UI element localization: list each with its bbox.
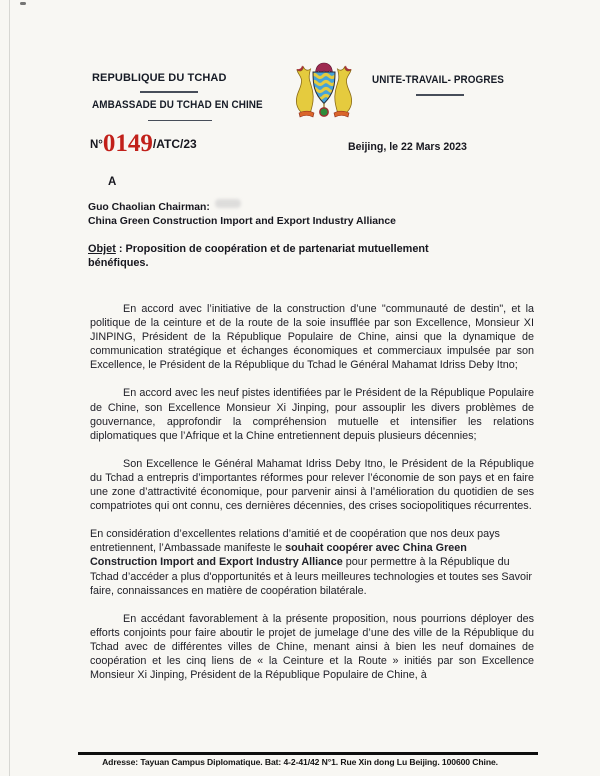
letter-body xyxy=(90,302,534,696)
salutation-letter: A xyxy=(108,176,117,188)
scan-speck xyxy=(20,2,26,5)
paragraph: En accédant favorablement à la présente proposition, nous pourrions déployer des efforts conjoints pour faire aboutir le projet de jumelage d’une des ville de la République du Tchad avec de différentes villes de Chine, menant ainsi à bien les neuf domaines de coopération et les cinq liens de « la Ceinture et la Route » initiés par son Excellence Monsieur Xi Jinping, Président de la République Populaire de Chine, à xyxy=(90,612,534,682)
reference-suffix: /ATC/23 xyxy=(152,137,197,151)
letterhead-motto xyxy=(372,74,542,96)
paragraph: En accord avec l’initiative de la construction d’une "communauté de destin", et la politique de la ceinture et de la route de la soie insufflée par son Excellence, Monsieur XI JINPING, Président de la République Populaire de Chine, ainsi que la dynamique de communication stratégique et échanges économiques et commerciaux impulsée par son Excellence, le Président de la République du Tchad le Général Mahamat Idriss Deby Itno; xyxy=(90,303,534,372)
letterhead-left xyxy=(92,72,292,121)
scan-edge-line xyxy=(9,0,10,776)
paragraph: Son Excellence le Général Mahamat Idriss Deby Itno, le Président de la République du Tchad a entrepris d’importantes réformes pour relever l’économie de son pays et en faire une zone d’attractivité économique, pour parvenir ainsi à l’amélioration du quotidien de ses compatriotes qui ont connu, ces dernières décennies, des crises sociopolitiques récurrentes. xyxy=(90,457,534,513)
subject-label: Objet xyxy=(88,243,116,255)
paragraph: En considération d’excellentes relations d’amitié et de coopération que nos deux pays entretiennent, l’Ambassade manifeste le souhait coopérer avec China Green Construction Import and Export Industry Alliance pour permettre à la République du Tchad d’accéder a plus d'opportunités et à leurs meilleures technologies et toutes ses Savoir faire, connaissances en matière de coopération bilatérale. xyxy=(90,528,532,597)
republic-title: REPUBLIQUE DU TCHAD xyxy=(92,72,227,84)
reference-digits: 0149 xyxy=(102,130,153,157)
chad-coat-of-arms-icon xyxy=(286,60,362,124)
paragraph: En accord avec les neuf pistes identifiées par le Président de la République Populaire de Chine, son Excellence Monsieur Xi Jinping, pour assouplir les divers problèmes de gouvernance, approfondir la compréhension mutuelle et intensifier les relations diplomatiques que l’Afrique et la Chine entretiennent depuis plusieurs décennies; xyxy=(90,387,534,442)
footer-address: Adresse: Tayuan Campus Diplomatique. Bat: 4-2-41/42 N°1. Rue Xin dong Lu Beijing. 100600 Chine. xyxy=(102,757,498,767)
footer-rule xyxy=(78,752,538,755)
embassy-title: AMBASSADE DU TCHAD EN CHINE xyxy=(92,98,263,111)
motto-text: UNITE-TRAVAIL- PROGRES xyxy=(372,74,504,86)
recipient-organization: China Green Construction Import and Export Industry Alliance xyxy=(88,216,396,227)
header-rule xyxy=(148,120,212,122)
reference-prefix: N° xyxy=(90,139,103,151)
recipient-block xyxy=(88,201,396,229)
reference-number xyxy=(90,131,197,156)
header-rule xyxy=(140,91,198,93)
recipient-name: Guo Chaolian Chairman: xyxy=(88,202,210,213)
subject-text: : Proposition de coopération et de partenariat mutuellement bénéfiques. xyxy=(88,243,429,269)
dateline: Beijing, le 22 Mars 2023 xyxy=(348,141,467,153)
subject-line xyxy=(88,243,480,271)
header-rule xyxy=(416,94,464,96)
